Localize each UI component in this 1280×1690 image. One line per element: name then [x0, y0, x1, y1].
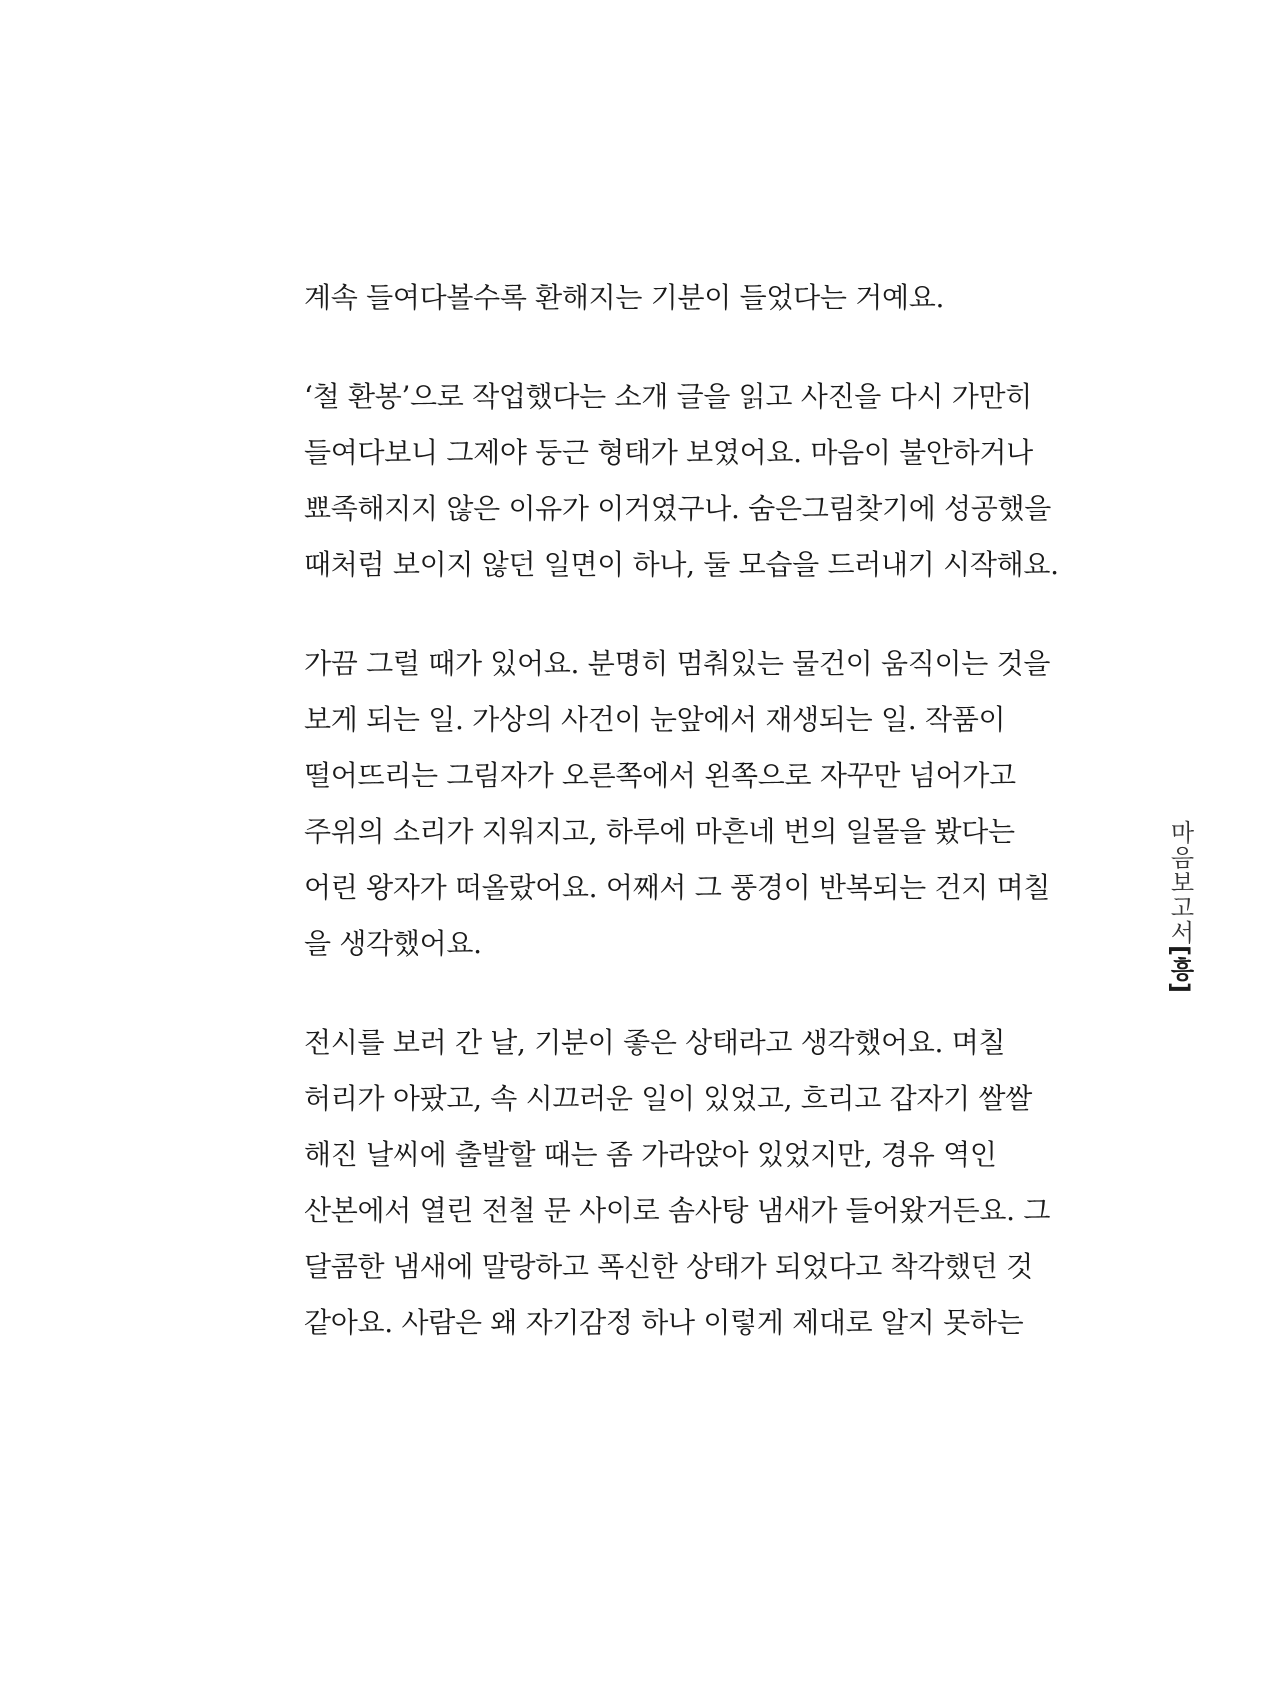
side-label-text: [1160, 820, 1200, 994]
text-line: 달콤한 냄새에 말랑하고 폭신한 상태가 되었다고 착각했던 것: [304, 1250, 1033, 1283]
body-text: [304, 270, 1059, 1351]
paragraph: [304, 270, 984, 326]
side-label-mark: [흥]: [1166, 945, 1194, 994]
text-line: 산본에서 열린 전철 문 사이로 솜사탕 냄새가 들어왔거든요. 그: [304, 1194, 1051, 1227]
side-label-title: 마음보고서: [1166, 820, 1194, 945]
text-line: 들여다보니 그제야 둥근 형태가 보였어요. 마음이 불안하거나: [304, 436, 1033, 469]
text-line: 을 생각했어요.: [304, 927, 482, 960]
text-line: 주위의 소리가 지워지고, 하루에 마흔네 번의 일몰을 봤다는: [304, 815, 1015, 848]
text-line: 해진 날씨에 출발할 때는 좀 가라앉아 있었지만, 경유 역인: [304, 1138, 997, 1171]
paragraph: [304, 369, 1059, 593]
paragraph: [304, 636, 1051, 972]
text-line: 가끔 그럴 때가 있어요. 분명히 멈춰있는 물건이 움직이는 것을: [304, 647, 1051, 680]
side-label: [1160, 820, 1200, 994]
text-line: 때처럼 보이지 않던 일면이 하나, 둘 모습을 드러내기 시작해요.: [304, 548, 1059, 581]
text-line: ‘철 환봉’으로 작업했다는 소개 글을 읽고 사진을 다시 가만히: [304, 380, 1032, 413]
paragraph: [304, 1015, 1051, 1351]
text-line: 보게 되는 일. 가상의 사건이 눈앞에서 재생되는 일. 작품이: [304, 703, 1006, 736]
text-line: 뾰족해지지 않은 이유가 이거였구나. 숨은그림찾기에 성공했을: [304, 492, 1052, 525]
text-line: 떨어뜨리는 그림자가 오른쪽에서 왼쪽으로 자꾸만 넘어가고: [304, 759, 1016, 792]
text-line: 전시를 보러 간 날, 기분이 좋은 상태라고 생각했어요. 며칠: [304, 1026, 1006, 1059]
text-line: 허리가 아팠고, 속 시끄러운 일이 있었고, 흐리고 갑자기 쌀쌀: [304, 1082, 1032, 1115]
text-line: 같아요. 사람은 왜 자기감정 하나 이렇게 제대로 알지 못하는: [304, 1306, 1024, 1339]
text-line: 계속 들여다볼수록 환해지는 기분이 들었다는 거예요.: [304, 281, 945, 314]
text-line: 어린 왕자가 떠올랐어요. 어째서 그 풍경이 반복되는 건지 며칠: [304, 871, 1051, 904]
